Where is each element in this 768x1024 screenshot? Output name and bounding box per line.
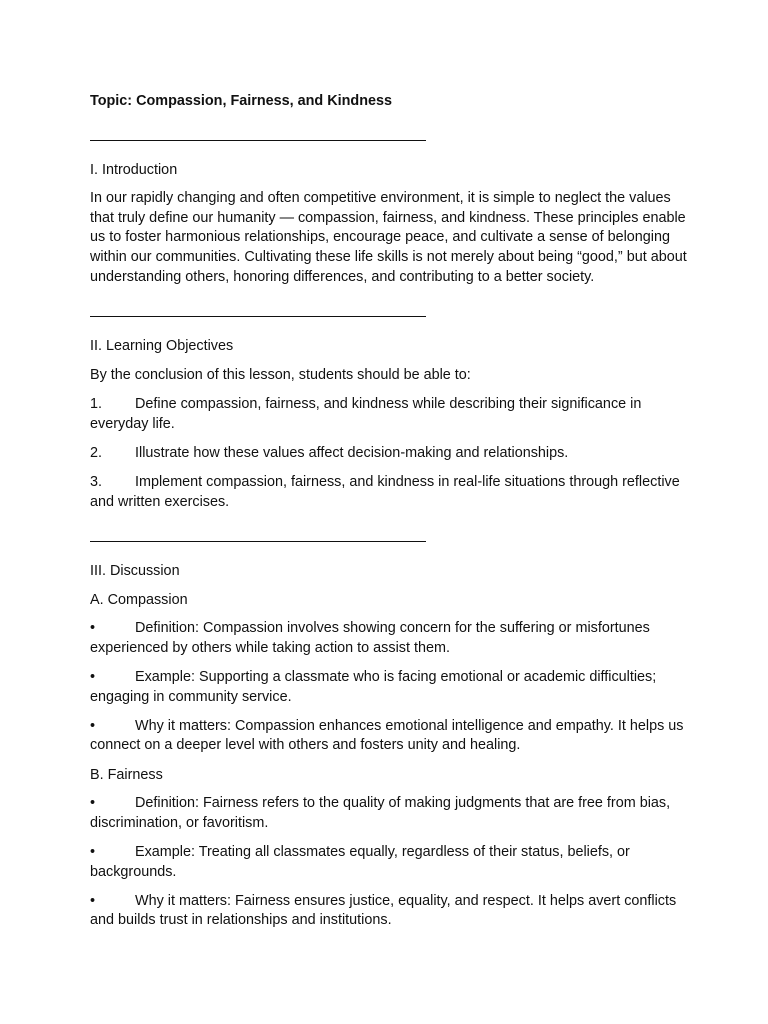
bullet-icon: • [90, 795, 96, 812]
bullet-icon: • [90, 620, 96, 637]
bullet-icon: • [90, 844, 96, 860]
bullet-text: Definition: Compassion involves showing concern for the suffering or misfortunes experienced by others while taking action to assist them. [90, 620, 650, 656]
objective-text: Define compassion, fairness, and kindness while describing their significance in everyday life. [90, 396, 642, 432]
document-title: Topic: Compassion, Fairness, and Kindness [90, 93, 392, 109]
objective-item-1 [90, 395, 690, 434]
document-page [90, 92, 690, 941]
bullet-text: Why it matters: Fairness ensures justice, equality, and respect. It helps avert conflicts and builds trust in relationships and institutions. [90, 892, 677, 929]
compassion-bullet-1 [90, 619, 690, 658]
objective-number: 2. [90, 445, 103, 462]
section-divider-1 [90, 121, 426, 141]
fairness-bullet-2 [90, 843, 690, 882]
introduction-paragraph: In our rapidly changing and often competitive environment, it is simple to neglect the values that truly define our humanity — compassion, fairness, and kindness. These principles enable us to foster harmonious relationships, encourage peace, and cultivate a sense of belonging within our communities. Cultivating these life skills is not merely about being “good,” but about understanding others, honoring differences, and contributing to a better society. [90, 190, 687, 285]
objective-number: 3. [90, 474, 103, 491]
fairness-heading: B. Fairness [90, 766, 163, 783]
bullet-text: Example: Treating all classmates equally, regardless of their status, beliefs, or backgrounds. [90, 844, 630, 880]
objective-text: Illustrate how these values affect decision-making and relationships. [135, 445, 569, 462]
section-divider-3 [90, 522, 426, 542]
fairness-bullet-1 [90, 794, 690, 833]
section-divider-2 [90, 297, 426, 317]
objective-text: Implement compassion, fairness, and kindness in real-life situations through reflective and written exercises. [90, 474, 680, 510]
bullet-text: Why it matters: Compassion enhances emotional intelligence and empathy. It helps us connect on a deeper level with others and fosters unity and healing. [90, 717, 684, 754]
discussion-heading: III. Discussion [90, 563, 180, 580]
objectives-heading: II. Learning Objectives [90, 338, 234, 355]
objective-item-2 [90, 444, 690, 464]
compassion-bullet-3 [90, 717, 690, 756]
introduction-heading: I. Introduction [90, 161, 178, 178]
bullet-icon: • [90, 892, 96, 909]
objectives-lead: By the conclusion of this lesson, students should be able to: [90, 366, 471, 383]
objective-item-3 [90, 473, 690, 512]
bullet-icon: • [90, 717, 96, 734]
bullet-text: Definition: Fairness refers to the quality of making judgments that are free from bias, discrimination, or favoritism. [90, 795, 671, 831]
compassion-heading: A. Compassion [90, 591, 188, 608]
bullet-text: Example: Supporting a classmate who is facing emotional or academic difficulties; engaging in community service. [90, 669, 657, 705]
compassion-bullet-2 [90, 668, 690, 707]
objective-number: 1. [90, 396, 103, 413]
bullet-icon: • [90, 669, 96, 686]
fairness-bullet-3 [90, 892, 690, 931]
